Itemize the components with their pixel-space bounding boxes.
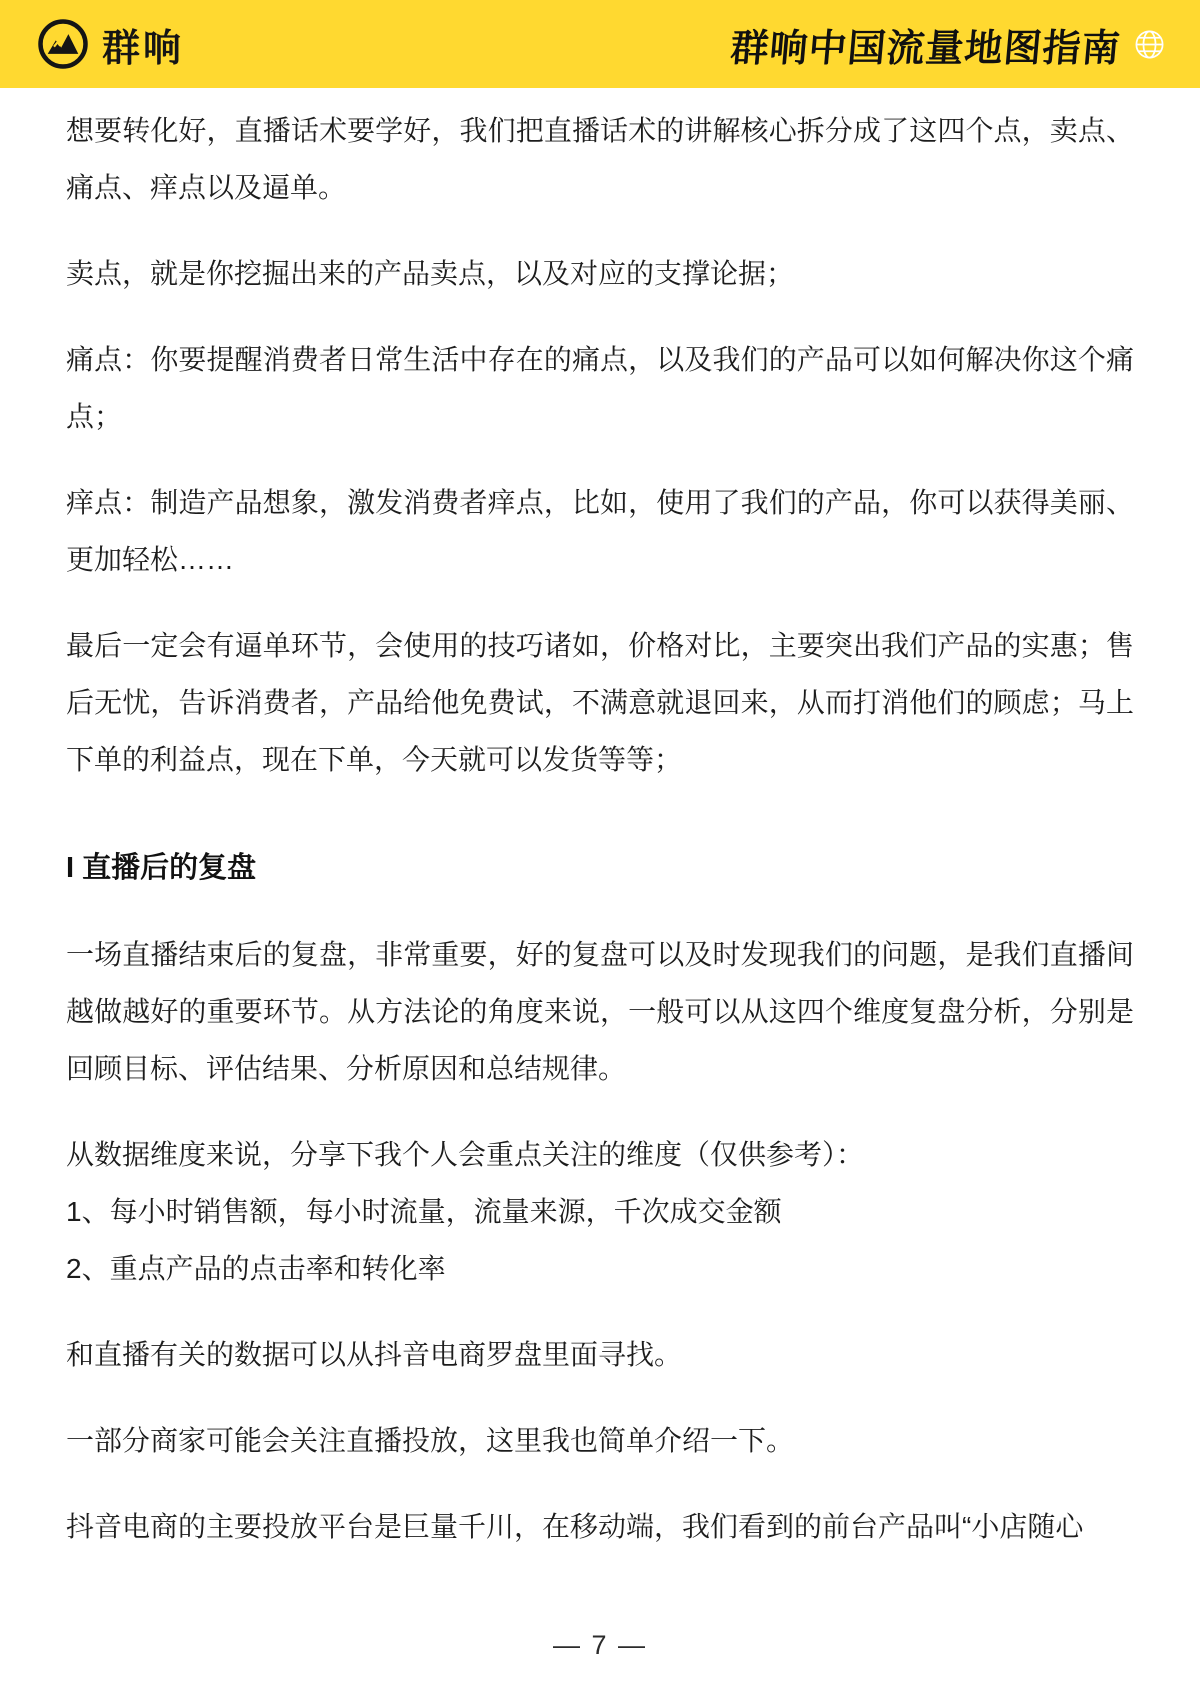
header-bar <box>0 0 1200 88</box>
globe-icon <box>1133 28 1166 61</box>
brand-name: 群响 <box>102 27 185 70</box>
paragraph-intro: 想要转化好，直播话术要学好，我们把直播话术的讲解核心拆分成了这四个点，卖点、痛点、痒点以及逼单。 <box>66 115 1134 203</box>
paragraph-itch-point: 痒点：制造产品想象，激发消费者痒点，比如，使用了我们的产品，你可以获得美丽、更加轻松…… <box>66 487 1134 575</box>
mountain-circle-icon <box>36 17 90 71</box>
guide-title-group <box>728 17 1166 72</box>
metrics-item-1: 1、每小时销售额，每小时流量，流量来源，千次成交金额 <box>66 1196 782 1227</box>
metrics-intro: 从数据维度来说，分享下我个人会重点关注的维度（仅供参考）： <box>66 1139 865 1170</box>
paragraph-review: 一场直播结束后的复盘，非常重要，好的复盘可以及时发现我们的问题，是我们直播间越做越好的重要环节。从方法论的角度来说，一般可以从这四个维度复盘分析，分别是回顾目标、评估结果、分析原因和总结规律。 <box>66 939 1134 1084</box>
article-body <box>0 88 1200 1584</box>
page-footer <box>0 1630 1200 1661</box>
paragraph-metrics <box>66 1126 1134 1297</box>
paragraph-pain-point: 痛点：你要提醒消费者日常生活中存在的痛点，以及我们的产品可以如何解决你这个痛点； <box>66 344 1134 432</box>
paragraph-selling-point: 卖点，就是你挖掘出来的产品卖点，以及对应的支撑论据； <box>66 258 795 289</box>
metrics-item-2: 2、重点产品的点击率和转化率 <box>66 1253 446 1284</box>
page-number: — 7 — <box>552 1630 648 1660</box>
paragraph-closing-deal: 最后一定会有逼单环节，会使用的技巧诸如，价格对比，主要突出我们产品的实惠；售后无忧，告诉消费者，产品给他免费试，不满意就退回来，从而打消他们的顾虑；马上下单的利益点，现在下单，今天就可以发货等等； <box>66 630 1134 775</box>
paragraph-data-source: 和直播有关的数据可以从抖音电商罗盘里面寻找。 <box>66 1339 683 1370</box>
brand-logo-group <box>36 17 184 72</box>
guide-title: 群响中国流量地图指南 <box>728 27 1123 70</box>
section-heading: I 直播后的复盘 <box>66 852 257 884</box>
paragraph-ad-intro: 一部分商家可能会关注直播投放，这里我也简单介绍一下。 <box>66 1425 795 1456</box>
paragraph-qianchuan: 抖音电商的主要投放平台是巨量千川，在移动端，我们看到的前台产品叫“小店随心 <box>66 1511 1084 1542</box>
